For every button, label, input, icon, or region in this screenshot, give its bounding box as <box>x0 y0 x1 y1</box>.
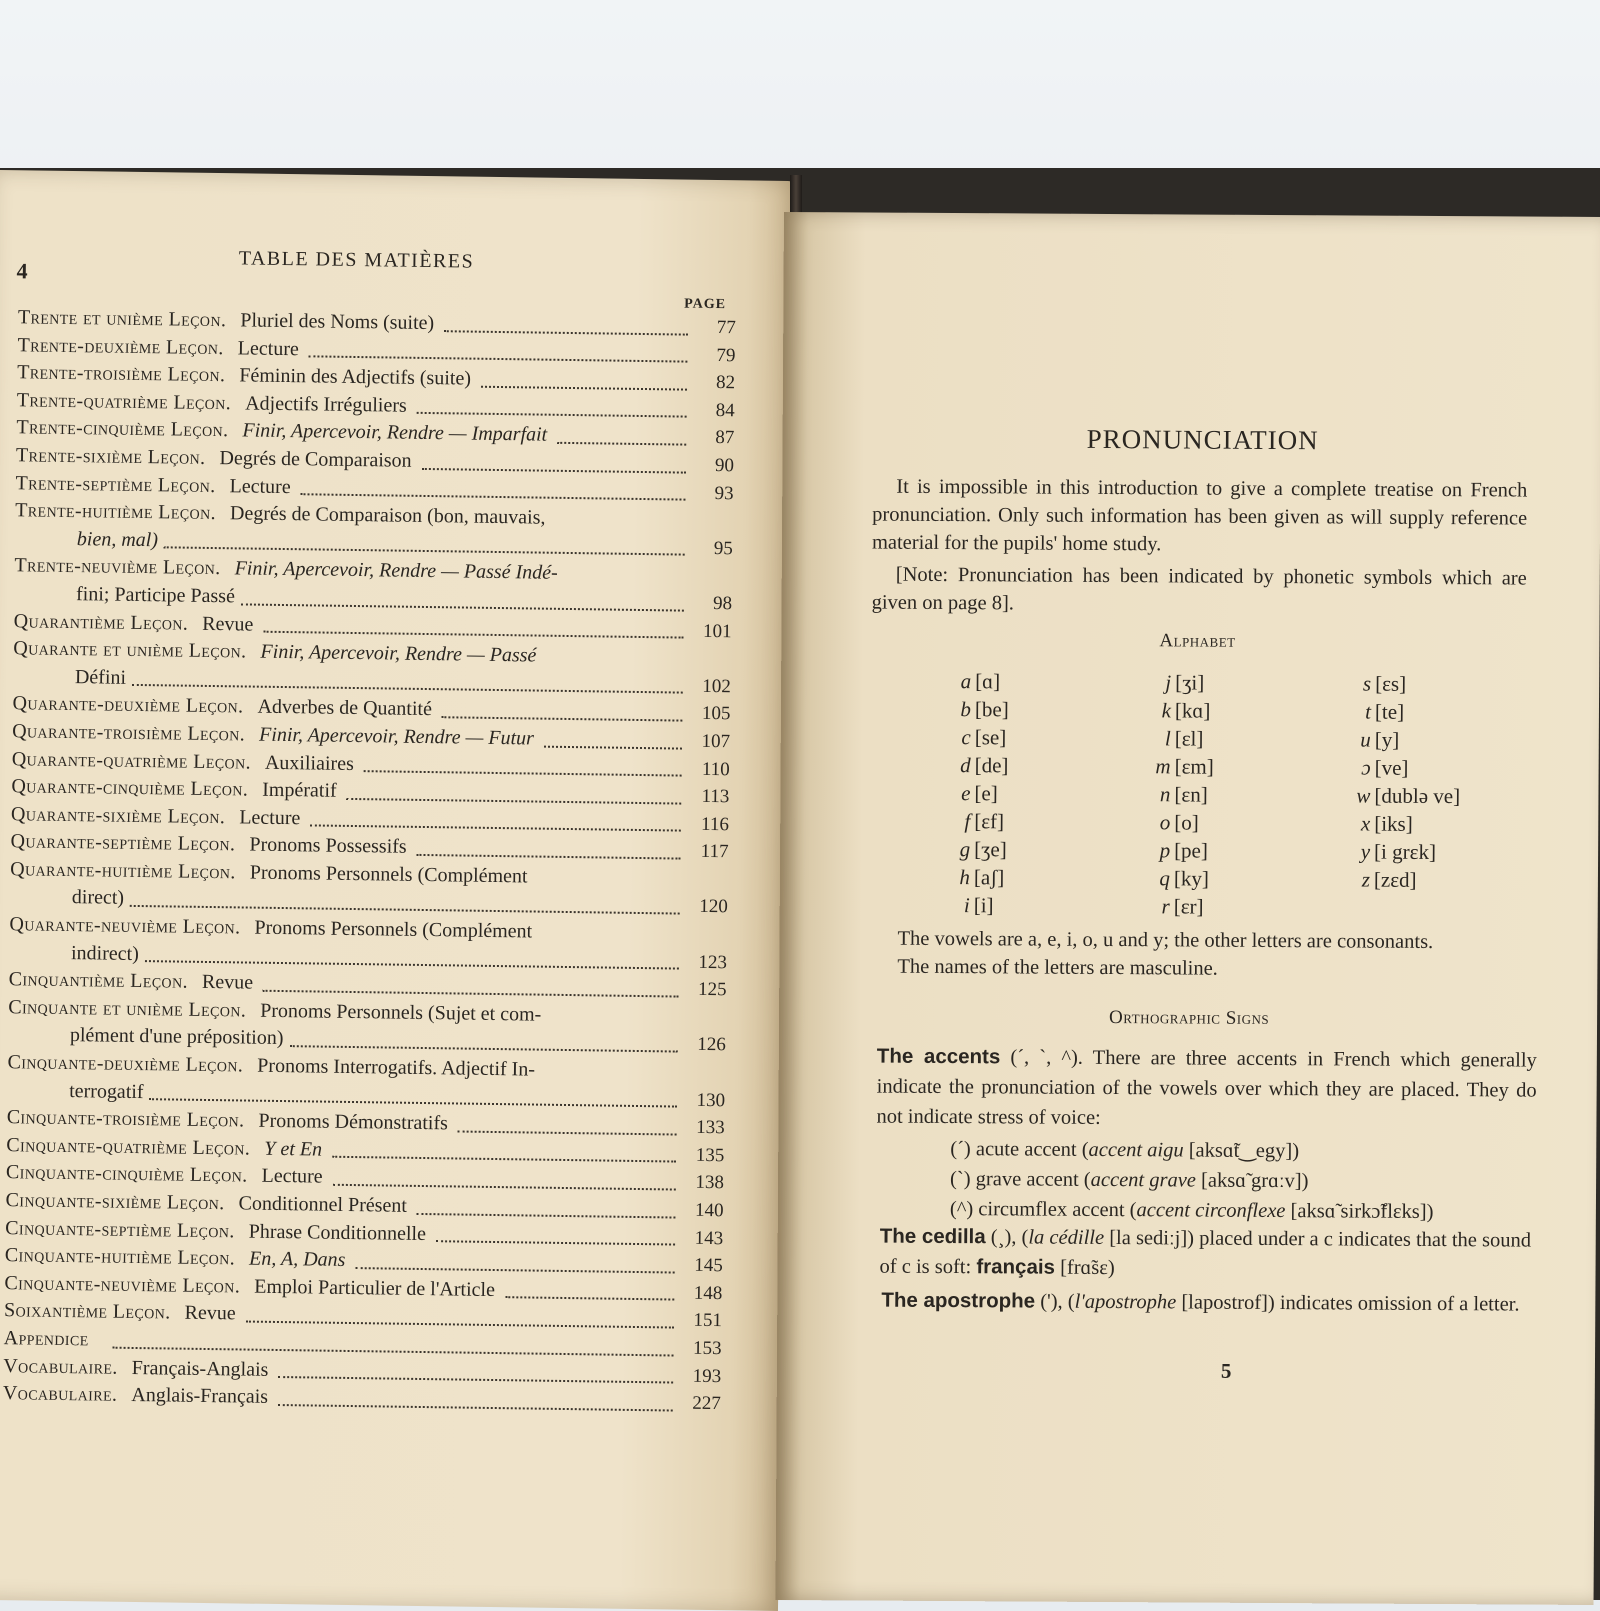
toc-leader-dots <box>241 603 684 611</box>
alphabet-entry <box>949 723 1009 751</box>
alphabet-sound: [ky] <box>1173 866 1210 891</box>
toc-title: Pronoms Interrogatifs. Adjectif In- <box>257 1054 536 1081</box>
alphabet-entry <box>948 807 1008 835</box>
alphabet-letter: e <box>961 781 971 806</box>
alphabet-entry <box>948 779 1008 807</box>
alphabet-entry <box>1349 697 1461 726</box>
toc-title: Auxiliaires <box>264 751 354 775</box>
toc-title: Féminin des Adjectifs (suite) <box>239 364 472 390</box>
toc-leader-dots <box>246 1321 674 1329</box>
toc-leader-dots <box>417 854 681 860</box>
toc-lesson: Trente-troisième Leçon. <box>17 361 226 387</box>
toc-title: Revue <box>201 971 254 994</box>
apostrophe-label: The apostrophe <box>881 1288 1036 1313</box>
toc-lesson: Trente-septième Leçon. <box>15 471 216 497</box>
toc-leader-dots <box>422 467 686 473</box>
alphabet-entry <box>949 667 1009 695</box>
toc-title: Pronoms Démonstratifs <box>258 1109 449 1135</box>
alphabet-sound: [de] <box>974 753 1009 778</box>
toc-page-number: 151 <box>693 1310 723 1332</box>
toc-leader-dots <box>310 825 681 832</box>
alphabet-entry <box>949 695 1009 723</box>
accent-item: (`) grave accent (accent grave [aksɑ̃ grɑːv]) <box>950 1168 1309 1193</box>
toc-page-number: 82 <box>715 372 736 394</box>
toc-leader-dots <box>332 1156 676 1163</box>
accent-french: accent aigu <box>1088 1138 1184 1162</box>
toc-lesson: Trente et unième Leçon. <box>17 306 227 332</box>
toc-leader-dots <box>442 716 683 721</box>
toc-lesson: Trente-cinquième Leçon. <box>16 416 229 442</box>
left-page <box>0 170 798 1611</box>
accent-list <box>950 1134 1434 1227</box>
toc-title: Degrés de Comparaison (bon, mauvais, <box>229 502 546 529</box>
table-of-contents <box>3 304 736 1418</box>
alphabet-entry <box>1349 725 1461 754</box>
toc-leader-dots <box>557 442 686 446</box>
accent-name: circumflex accent <box>978 1198 1125 1222</box>
alphabet-heading: Alphabet <box>1159 630 1236 652</box>
alphabet-sound: [ɛm] <box>1174 754 1214 779</box>
toc-page-number: 110 <box>701 758 730 780</box>
alphabet-letter: c <box>961 725 971 750</box>
toc-lesson: Quarante-deuxième Leçon. <box>12 692 244 718</box>
toc-title: Adjectifs Irréguliers <box>245 392 407 417</box>
toc-title: Pronoms Personnels (Complément <box>249 861 528 888</box>
toc-page-number: 84 <box>715 399 735 422</box>
toc-page-number: 102 <box>702 675 732 697</box>
right-page <box>776 212 1600 1605</box>
toc-page-number: 77 <box>716 317 737 339</box>
toc-lesson: Cinquante-huitième Leçon. <box>4 1244 236 1270</box>
toc-page-number: 98 <box>712 592 733 615</box>
toc-lesson: Cinquante-deuxième Leçon. <box>7 1051 244 1077</box>
alphabet-sound: [ɑ] <box>975 669 1001 694</box>
accent-french: accent grave <box>1090 1168 1197 1192</box>
intro-paragraph: It is impossible in this introduction to give a complete treatise on French pronunciation. Only such information has been given as will supply reference material for the pupils' home study. <box>871 475 1528 556</box>
alphabet-entry <box>1348 837 1460 866</box>
cedilla-text-b: [la sediːj]) placed under a c indicates that the sound of c is soft: <box>879 1226 1532 1279</box>
alphabet-letter: y <box>1360 839 1371 864</box>
accents-symbols: (´, `, ^). <box>1010 1046 1084 1069</box>
accent-ipa: [aksɑ̃ grɑːv] <box>1201 1169 1302 1193</box>
toc-title: Finir, Apercevoir, Rendre — Passé Indé- <box>234 557 558 585</box>
toc-lesson: Quarante-troisième Leçon. <box>12 720 246 746</box>
alphabet-entry <box>949 751 1009 779</box>
toc-title: Finir, Apercevoir, Rendre — Passé <box>260 640 537 667</box>
alphabet-letter: h <box>959 865 971 890</box>
left-page-number: 4 <box>16 258 28 284</box>
alphabet-entry <box>1348 809 1460 838</box>
toc-page-number: 95 <box>713 537 733 560</box>
alphabet-letter: b <box>960 697 972 722</box>
accent-item: (´) acute accent (accent aigu [aksɑ̃t‿egy]) <box>950 1138 1300 1163</box>
vowels-note <box>897 925 1557 985</box>
alphabet-letter: q <box>1159 866 1171 891</box>
apostrophe-entry <box>881 1286 1545 1320</box>
toc-leader-dots <box>481 386 687 391</box>
toc-page-number: 148 <box>693 1282 723 1304</box>
toc-title: Revue <box>202 612 254 636</box>
toc-entry <box>9 911 728 976</box>
alphabet-sound: [ʒi] <box>1175 670 1205 695</box>
alphabet-entry <box>1149 668 1214 696</box>
toc-lesson: Trente-deuxième Leçon. <box>17 333 224 359</box>
toc-page-number: 143 <box>694 1227 724 1249</box>
alphabet-sound: [te] <box>1374 699 1405 724</box>
cedilla-entry <box>879 1222 1543 1286</box>
alphabet-sound: [ɛl] <box>1174 726 1204 751</box>
alphabet-column-1 <box>948 667 1009 919</box>
toc-title: Anglais-Français <box>131 1384 269 1409</box>
toc-leader-dots <box>149 1098 677 1107</box>
toc-lesson: Quarante-sixième Leçon. <box>10 802 226 828</box>
toc-page-number: 117 <box>700 841 729 863</box>
toc-continuation: direct) <box>71 886 125 910</box>
accent-ipa: [aksɑ̃ sirkɔ̃flɛks] <box>1290 1200 1427 1223</box>
toc-page-number: 101 <box>702 620 732 642</box>
toc-title: Revue <box>184 1302 236 1325</box>
alphabet-entry <box>1148 892 1213 920</box>
alphabet-entry <box>1148 808 1213 836</box>
toc-lesson: Cinquante-septième Leçon. <box>5 1216 235 1242</box>
alphabet-entry <box>1149 752 1214 780</box>
toc-page-number: 193 <box>692 1365 722 1387</box>
alphabet-sound: [se] <box>974 725 1007 750</box>
toc-page-number: 140 <box>694 1199 724 1222</box>
accent-ipa: [aksɑ̃t‿egy] <box>1188 1139 1293 1163</box>
toc-entry <box>7 1049 726 1114</box>
toc-page-number: 126 <box>697 1034 726 1056</box>
alphabet-letter: r <box>1161 894 1170 919</box>
toc-leader-dots <box>263 631 683 639</box>
alphabet-sound: [o] <box>1174 810 1199 835</box>
toc-leader-dots <box>301 493 686 500</box>
toc-lesson: Cinquante-cinquième Leçon. <box>5 1161 248 1187</box>
toc-title: Lecture <box>261 1165 323 1189</box>
toc-entry <box>15 497 734 562</box>
alphabet-letter: k <box>1161 698 1172 723</box>
toc-page-number: 133 <box>696 1117 725 1139</box>
toc-continuation: plément d'une préposition) <box>69 1024 284 1050</box>
toc-page-number: 138 <box>695 1172 725 1194</box>
toc-lesson: Quarante-cinquième Leçon. <box>11 775 249 801</box>
alphabet-sound: [zɛd] <box>1373 867 1417 892</box>
toc-lesson: Cinquante-sixième Leçon. <box>5 1189 225 1215</box>
toc-title: En, A, Dans <box>248 1247 346 1272</box>
cedilla-french: la cédille <box>1028 1226 1105 1249</box>
toc-entry <box>8 994 727 1059</box>
toc-title: Lecture <box>229 474 291 498</box>
alphabet-letter: w <box>1356 783 1371 808</box>
apostrophe-text-a: ('), ( <box>1035 1290 1075 1313</box>
alphabet-sound: [ɛn] <box>1174 782 1208 807</box>
toc-lesson: Cinquante-neuvième Leçon. <box>4 1271 241 1298</box>
alphabet-sound: [ɛf] <box>974 809 1005 834</box>
toc-page-number: 105 <box>701 703 731 725</box>
alphabet-entry <box>1349 753 1461 782</box>
toc-lesson: Soixantième Leçon. <box>3 1299 171 1324</box>
alphabet-letter: s <box>1362 671 1372 696</box>
alphabet-letter: j <box>1165 670 1172 695</box>
vowels-line-2: The names of the letters are masculine. <box>897 955 1218 980</box>
toc-leader-dots <box>417 412 687 418</box>
toc-title: Phrase Conditionnelle <box>248 1220 427 1245</box>
toc-title: Degrés de Comparaison <box>219 447 412 472</box>
alphabet-entry <box>948 835 1008 863</box>
toc-title: Finir, Apercevoir, Rendre — Futur <box>258 723 535 750</box>
toc-page-number: 130 <box>696 1089 726 1111</box>
toc-page-number: 125 <box>697 979 727 1001</box>
toc-leader-dots <box>355 1267 674 1273</box>
toc-page-number: 153 <box>692 1337 722 1360</box>
toc-leader-dots <box>436 1240 675 1245</box>
toc-continuation: bien, mal) <box>76 527 159 551</box>
toc-lesson: Cinquante et unième Leçon. <box>8 996 247 1022</box>
toc-lesson: Appendice <box>3 1327 89 1351</box>
toc-page-number: 116 <box>700 813 730 835</box>
toc-leader-dots <box>458 1130 677 1135</box>
toc-title: Lecture <box>239 806 301 829</box>
toc-leader-dots <box>145 960 679 969</box>
accent-mark: (`) <box>950 1168 971 1191</box>
toc-title: Finir, Apercevoir, Rendre — Imparfait <box>242 419 548 447</box>
toc-title: Pluriel des Noms (suite) <box>240 309 435 335</box>
toc-entry <box>14 553 733 618</box>
toc-title: Adverbes de Quantité <box>257 695 433 721</box>
toc-title: Pronoms Possessifs <box>249 833 407 859</box>
toc-lesson: Trente-neuvième Leçon. <box>14 554 221 580</box>
toc-lesson: Quarantième Leçon. <box>13 609 189 635</box>
cedilla-ipa: [frɑ̃sɛ) <box>1054 1256 1115 1280</box>
toc-lesson: Vocabulaire. <box>3 1354 118 1379</box>
toc-page-number: 123 <box>698 951 728 973</box>
running-head: TABLE DES MATIÈRES <box>238 247 475 273</box>
toc-lesson: Cinquante-troisième Leçon. <box>6 1106 245 1132</box>
alphabet-column-2 <box>1148 668 1215 920</box>
toc-page-number: 227 <box>692 1392 721 1415</box>
alphabet-sound: [i] <box>973 893 994 918</box>
toc-lesson: Cinquantième Leçon. <box>8 968 189 993</box>
toc-page-number: 113 <box>701 785 730 808</box>
apostrophe-text-b: [lapostrof]) indicates omission of a letter. <box>1176 1291 1520 1316</box>
toc-page-number: 135 <box>695 1144 725 1167</box>
toc-leader-dots <box>364 770 682 776</box>
toc-page-number: 120 <box>699 896 728 918</box>
toc-page-number: 87 <box>715 427 735 449</box>
toc-title: Conditionnel Présent <box>238 1192 408 1217</box>
toc-leader-dots <box>263 990 679 998</box>
orthographic-heading: Orthographic Signs <box>1109 1007 1270 1029</box>
toc-entry <box>13 635 732 700</box>
toc-title: Pronoms Personnels (Sujet et com- <box>260 999 542 1026</box>
alphabet-letter: g <box>959 837 971 862</box>
toc-leader-dots <box>544 745 682 749</box>
toc-page-number: 107 <box>701 730 731 753</box>
toc-lesson: Quarante et unième Leçon. <box>13 637 247 663</box>
toc-leader-dots <box>417 1213 676 1219</box>
accents-text: There are three accents in French which generally indicate the pronunciation of the vowels over which they are placed. They do not indicate stress of voice: <box>876 1046 1537 1129</box>
toc-continuation: indirect) <box>70 941 139 965</box>
alphabet-sound: [kɑ] <box>1174 698 1211 723</box>
alphabet-entry <box>1148 836 1213 864</box>
cedilla-label: The cedilla <box>879 1224 986 1249</box>
alphabet-letter: z <box>1361 867 1371 892</box>
toc-leader-dots <box>309 356 688 363</box>
accent-name: grave accent <box>975 1168 1079 1191</box>
alphabet-sound: [iks] <box>1374 811 1413 836</box>
accent-mark: (´) <box>950 1138 971 1161</box>
alphabet-letter: x <box>1360 811 1371 836</box>
toc-leader-dots <box>444 330 688 335</box>
toc-entry <box>10 856 729 921</box>
alphabet-entry <box>1348 781 1460 810</box>
alphabet-sound: [ʒe] <box>974 837 1007 862</box>
alphabet-sound: [be] <box>974 697 1009 722</box>
alphabet-letter: n <box>1159 782 1171 807</box>
alphabet-sound: [aʃ] <box>973 865 1005 890</box>
toc-leader-dots <box>347 798 682 805</box>
right-page-number: 5 <box>1220 1358 1232 1383</box>
alphabet-sound: [e] <box>974 781 998 806</box>
toc-continuation: Défini <box>74 665 127 689</box>
alphabet-entry <box>948 891 1008 919</box>
accent-name: acute accent <box>975 1138 1077 1161</box>
toc-lesson: Trente-huitième Leçon. <box>15 499 217 525</box>
apostrophe-french: l'apostrophe <box>1074 1290 1177 1314</box>
toc-lesson: Trente-quatrième Leçon. <box>16 389 232 415</box>
section-title: PRONUNCIATION <box>1086 423 1319 456</box>
accents-entry <box>876 1042 1537 1136</box>
alphabet-sound: [dublə ve] <box>1374 783 1461 809</box>
accents-label: The accents <box>876 1044 1001 1069</box>
toc-leader-dots <box>333 1184 676 1191</box>
note-paragraph: [Note: Pronunciation has been indicated by phonetic symbols which are given on page 8]. <box>871 563 1527 615</box>
alphabet-entry <box>948 863 1008 891</box>
toc-page-number: 79 <box>716 344 736 366</box>
toc-title: Impératif <box>262 778 337 802</box>
alphabet-letter: d <box>960 753 971 778</box>
toc-title: Y et En <box>264 1137 323 1161</box>
toc-page-number: 90 <box>714 454 735 477</box>
vowels-line-1: The vowels are a, e, i, o, u and y; the other letters are consonants. <box>897 927 1434 953</box>
accent-item: (^) circumflex accent (accent circonflexe [aksɑ̃ sirkɔ̃flɛks]) <box>949 1198 1434 1223</box>
alphabet-letter: ɔ <box>1361 755 1371 780</box>
toc-lesson: Cinquante-quatrième Leçon. <box>6 1133 251 1160</box>
toc-leader-dots <box>278 1404 673 1412</box>
toc-lesson: Vocabulaire. <box>2 1382 118 1406</box>
alphabet-letter: m <box>1155 754 1171 779</box>
alphabet-sound: [ve] <box>1374 755 1409 780</box>
toc-title: Lecture <box>237 336 299 360</box>
alphabet-sound: [y] <box>1374 727 1400 752</box>
alphabet-sound: [i grɛk] <box>1374 839 1437 864</box>
toc-leader-dots <box>289 1045 677 1052</box>
accent-french: accent circonflexe <box>1136 1199 1286 1223</box>
alphabet-entry <box>1148 780 1213 808</box>
toc-lesson: Quarante-quatrième Leçon. <box>11 747 252 774</box>
alphabet-letter: u <box>1360 727 1371 752</box>
alphabet-column-3 <box>1348 669 1461 894</box>
toc-page-number: 145 <box>694 1254 723 1277</box>
cedilla-example: français <box>976 1255 1056 1279</box>
page-column-label: PAGE <box>684 296 727 313</box>
toc-leader-dots <box>278 1376 673 1384</box>
toc-leader-dots <box>505 1297 674 1301</box>
alphabet-letter: l <box>1164 726 1171 751</box>
alphabet-letter: o <box>1159 810 1171 835</box>
alphabet-sound: [pe] <box>1174 838 1208 863</box>
toc-lesson: Trente-sixième Leçon. <box>15 444 206 469</box>
alphabet-entry <box>1148 864 1213 892</box>
toc-lesson: Quarante-septième Leçon. <box>10 830 236 856</box>
alphabet-letter: i <box>963 893 970 918</box>
alphabet-sound: [ɛs] <box>1375 671 1407 696</box>
toc-continuation: terrogatif <box>68 1079 144 1103</box>
cedilla-text-a: (¸), ( <box>990 1226 1029 1249</box>
toc-title: Emploi Particulier de l'Article <box>254 1275 496 1301</box>
alphabet-entry <box>1149 724 1214 752</box>
toc-lesson: Quarante-neuvième Leçon. <box>9 913 241 939</box>
toc-title: Pronoms Personnels (Complément <box>254 916 533 943</box>
alphabet-entry <box>1149 696 1214 724</box>
alphabet-entry <box>1349 669 1461 698</box>
alphabet-letter: f <box>964 809 971 834</box>
accent-mark: (^) <box>949 1198 974 1221</box>
alphabet-sound: [ɛr] <box>1173 894 1204 919</box>
alphabet-letter: p <box>1159 838 1171 863</box>
toc-leader-dots <box>164 547 685 556</box>
alphabet-letter: t <box>1365 699 1372 724</box>
toc-continuation: fini; Participe Passé <box>75 583 236 608</box>
toc-lesson: Quarante-huitième Leçon. <box>10 858 236 884</box>
toc-title: Français-Anglais <box>131 1356 269 1381</box>
toc-page-number: 93 <box>714 482 734 504</box>
alphabet-entry <box>1348 865 1460 894</box>
alphabet-letter: a <box>960 669 972 694</box>
